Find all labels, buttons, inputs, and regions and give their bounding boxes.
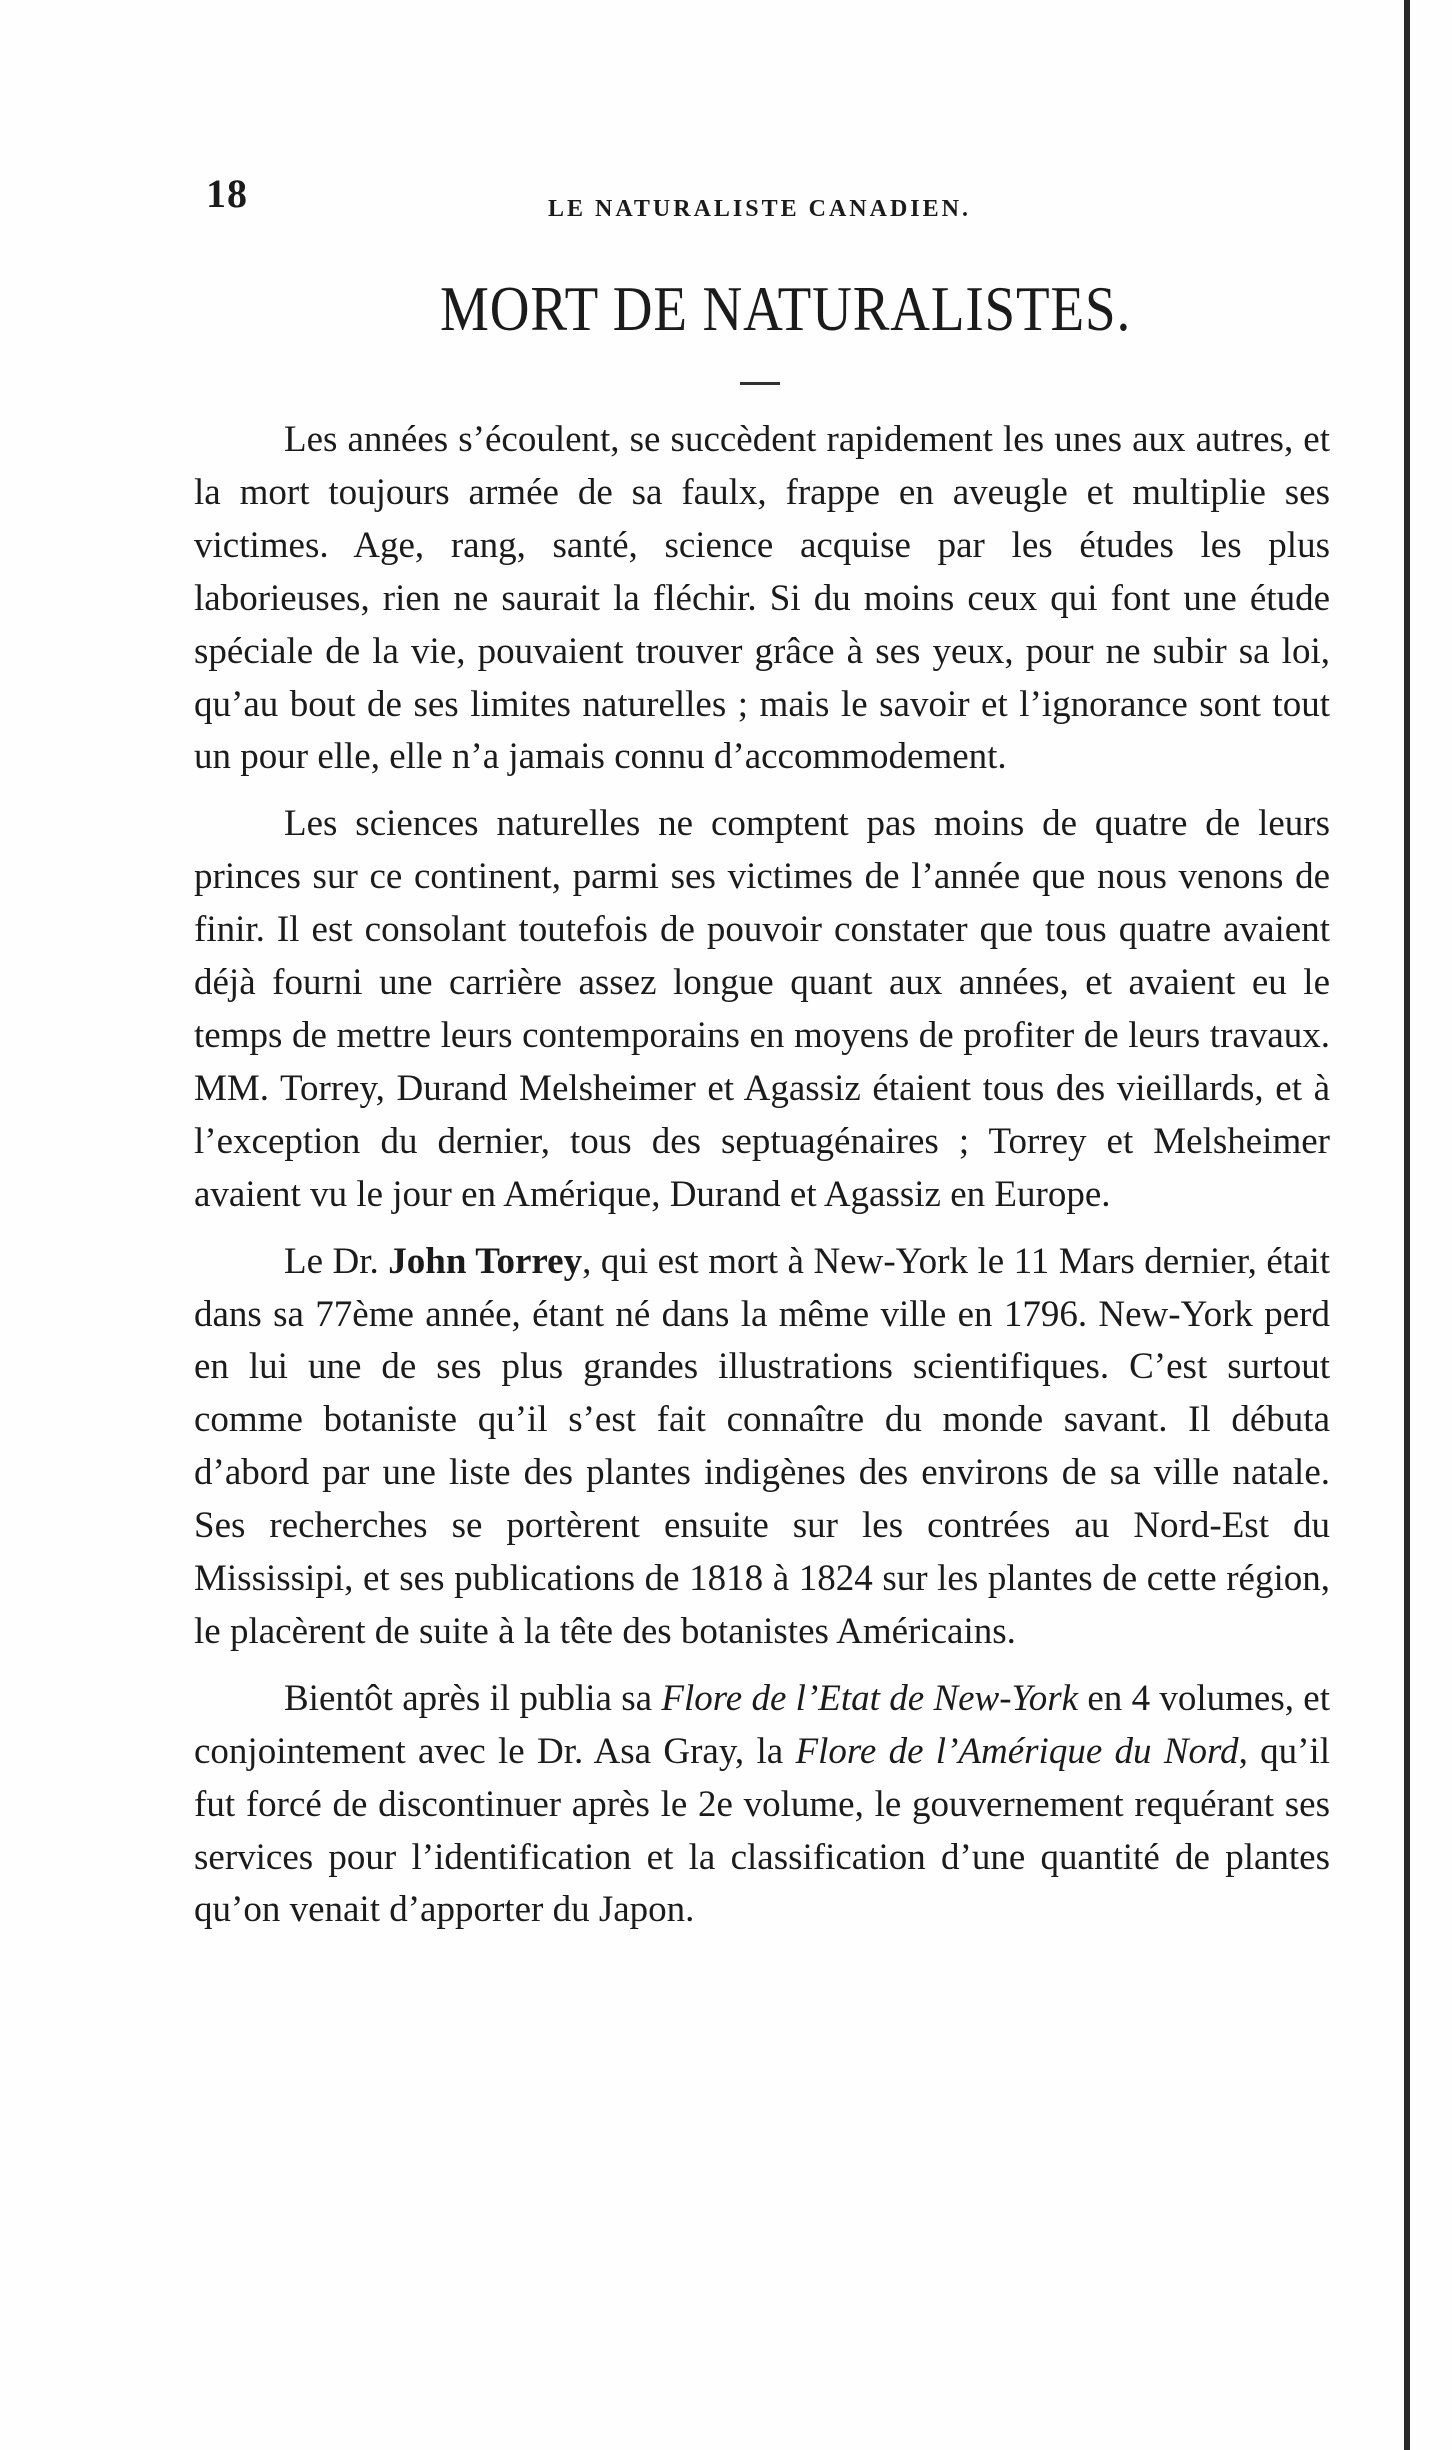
book-title-flore-new-york: Flore de l’Etat de New-York: [661, 1677, 1079, 1719]
page-edge-shadow: [1404, 0, 1410, 2450]
paragraph-3-lead: Le Dr.: [284, 1240, 389, 1282]
book-title-flore-amerique: Flore de l’Amérique du Nord: [795, 1730, 1239, 1772]
title-rule: [740, 382, 780, 385]
running-head: LE NATURALISTE CANADIEN.: [548, 196, 971, 222]
paragraph-4-part-1: Bientôt après il publia sa: [284, 1677, 662, 1719]
article-title: MORT DE NATURALISTES.: [440, 273, 1132, 344]
paragraph-4-part-3: , qu’il fut forcé de discontinuer après le 2e volume, le gouvernement requérant ses services pour l’identification et la classification d’une quantité de plantes qu’on venait d’apporter du Japon.: [194, 1730, 1330, 1931]
paragraph-4-part-2: en 4 volumes, et conjointement avec le Dr. Asa Gray, la: [194, 1677, 1330, 1772]
article-body: [194, 414, 1330, 1951]
paragraph-3-rest: , qui est mort à New-York le 11 Mars dernier, était dans sa 77ème année, étant né dans la même ville en 1796. New-York perd en lui une de ses plus grandes illustrations scientifiques. C’est surtout comme botaniste qu’il s’est fait connaître du monde savant. Il débuta d’abord par une liste des plantes indigènes des environs de sa ville natale. Ses recherches se portèrent ensuite sur les contrées au Nord-Est du Mississipi, et ses publications de 1818 à 1824 sur les plantes de cette région, le placèrent de suite à la tête des botanistes Américains.: [194, 1240, 1330, 1652]
paragraph-2: Les sciences naturelles ne comptent pas moins de quatre de leurs princes sur ce continent, parmi ses victimes de l’année que nous venons de finir. Il est consolant toutefois de pouvoir constater que tous quatre avaient déjà fourni une carrière assez longue quant aux années, et avaient eu le temps de mettre leurs contemporains en moyens de profiter de leurs travaux. MM. Torrey, Durand Melsheimer et Agassiz étaient tous des vieillards, et à l’exception du dernier, tous des septuagénaires ; Torrey et Melsheimer avaient vu le jour en Amérique, Durand et Agassiz en Europe.: [194, 803, 1330, 1215]
paragraph-4: [194, 1673, 1330, 1938]
paragraph-1: Les années s’écoulent, se succèdent rapidement les unes aux autres, et la mort toujours armée de sa faulx, frappe en aveugle et multiplie ses victimes. Age, rang, santé, science acquise par les études les plus laborieuses, rien ne saurait la fléchir. Si du moins ceux qui font une étude spéciale de la vie, pouvaient trouver grâce à ses yeux, pour ne subir sa loi, qu’au bout de ses limites naturelles ; mais le savoir et l’ignorance sont tout un pour elle, elle n’a jamais connu d’accommodement.: [194, 419, 1330, 778]
person-name-john-torrey: John Torrey: [388, 1240, 583, 1282]
paragraph-3: [194, 1236, 1330, 1659]
page-number: 18: [206, 171, 248, 216]
